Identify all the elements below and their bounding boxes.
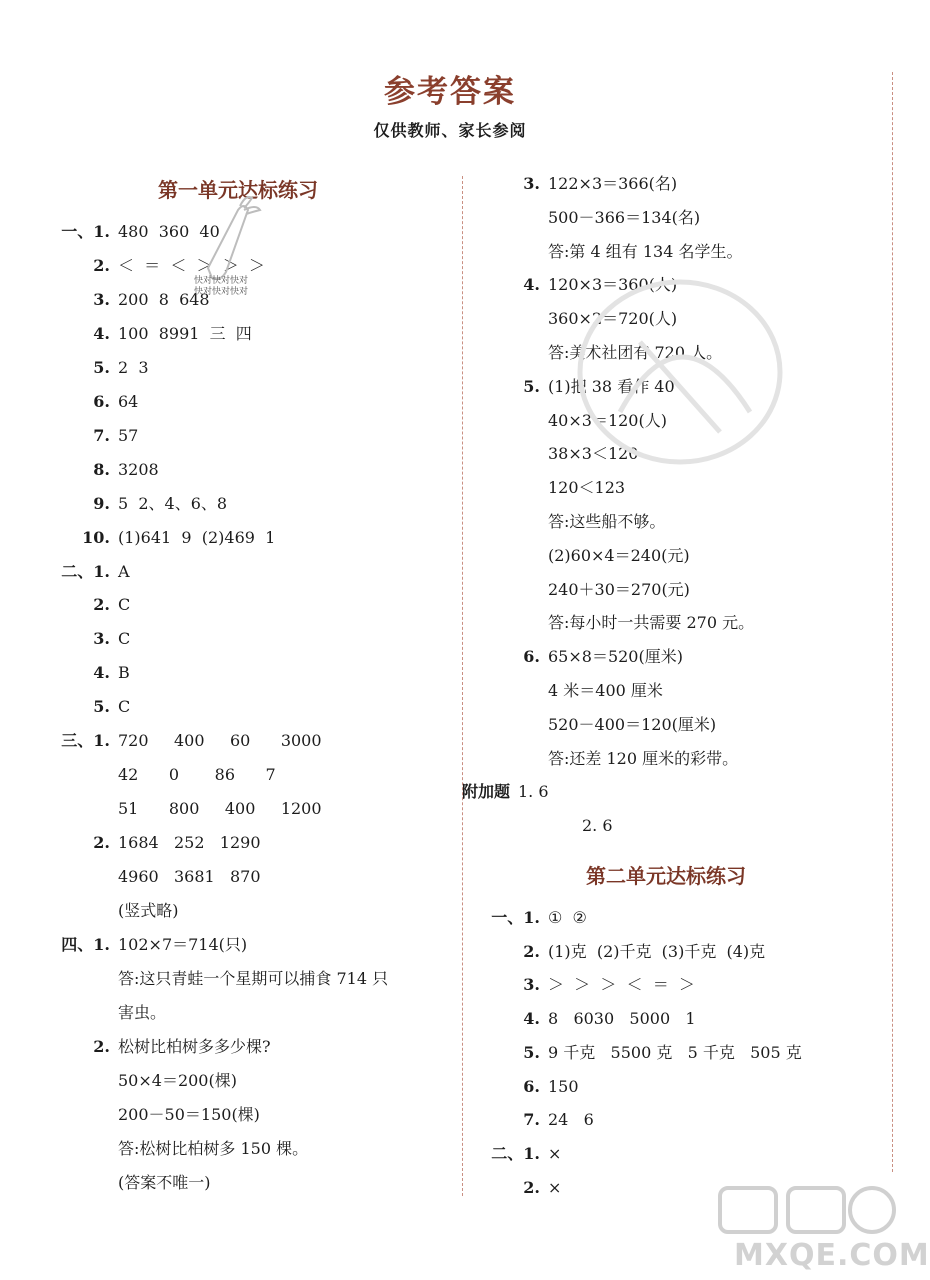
answer-text: 100 8991 三 四 [118, 323, 252, 343]
answer-text: (答案不唯一) [118, 1172, 211, 1192]
site-url-watermark: MXQE.COM [734, 1238, 930, 1273]
answer-text: C [118, 629, 131, 649]
answer-line [48, 426, 138, 446]
question-number: 一、1. [61, 222, 110, 241]
answer-line [466, 580, 690, 600]
answer-text: 8 6030 5000 1 [548, 1009, 696, 1029]
answer-text: C [118, 697, 131, 717]
answer-line [466, 749, 738, 769]
answer-line [48, 663, 130, 683]
answer-line [48, 697, 130, 717]
question-number: 四、1. [61, 934, 110, 954]
column-divider [462, 176, 463, 1196]
answer-line [48, 765, 276, 785]
answer-text: 答:美术社团有 720 人。 [548, 343, 723, 362]
answer-text: 64 [118, 391, 139, 411]
answer-line [48, 1071, 237, 1091]
answer-line [48, 1173, 211, 1193]
answer-text: 9 千克 5500 克 5 千克 505 克 [548, 1042, 802, 1062]
question-number: 9. [93, 493, 110, 513]
answer-line [466, 242, 742, 262]
answer-text: 65×8＝520(厘米) [548, 647, 683, 667]
answer-line [48, 799, 322, 819]
answer-line [48, 969, 388, 989]
answer-text: 答:这只青蛙一个星期可以捕食 714 只 [118, 968, 389, 988]
answer-line [466, 975, 695, 995]
answer-text: 2 3 [118, 357, 149, 377]
answer-text: 120×3＝360(人) [548, 275, 678, 295]
answer-text: A [118, 561, 130, 581]
answer-line [466, 1178, 561, 1198]
answer-line [48, 358, 149, 378]
answer-text: 24 6 [548, 1110, 594, 1130]
question-number: 7. [523, 1110, 540, 1130]
answer-line [48, 1037, 271, 1057]
answer-text: 1. 6 [518, 782, 549, 802]
question-number: 3. [523, 975, 540, 995]
question-number: 5. [523, 1042, 540, 1062]
answer-line [48, 494, 227, 514]
answer-text: 500－366＝134(名) [548, 207, 701, 227]
question-number: 3. [93, 629, 110, 649]
answer-text: 答:还差 120 厘米的彩带。 [548, 748, 739, 768]
answer-text: (1)克 (2)千克 (3)千克 (4)克 [548, 941, 766, 961]
answer-text: (1)641 9 (2)469 1 [118, 527, 276, 547]
answer-text: ① ② [548, 908, 587, 927]
question-number: 6. [523, 647, 540, 667]
answer-line [466, 174, 677, 194]
answer-text: 360×2＝720(人) [548, 309, 678, 329]
question-number: 8. [93, 459, 110, 479]
answer-text: 3208 [118, 459, 159, 479]
answer-text: 40×3＝120(人) [548, 410, 667, 430]
answer-text: 2. 6 [582, 816, 613, 836]
answer-text: 5 2、4、6、8 [118, 493, 228, 513]
answer-text: B [118, 663, 130, 683]
answer-line [466, 512, 665, 532]
answer-line [466, 1077, 579, 1097]
answer-text: ＜ ＝ ＜ ＞ ＞ ＞ [118, 255, 265, 275]
answer-line [436, 782, 549, 802]
question-number: 5. [93, 357, 110, 377]
question-number: 三、1. [61, 731, 110, 751]
answer-line [466, 647, 683, 667]
answer-text: 4 米＝400 厘米 [548, 681, 663, 700]
question-number: 4. [523, 1009, 540, 1029]
answer-line [48, 392, 138, 412]
unit1-title: 第一单元达标练习 [158, 178, 318, 202]
answer-line [466, 942, 765, 962]
question-number: 二、1. [61, 561, 110, 581]
answer-text: 480 360 40 [118, 222, 220, 241]
answer-line [48, 562, 130, 582]
answer-text: 122×3＝366(名) [548, 174, 678, 193]
answer-text: (1)把 38 看作 40 [548, 376, 675, 396]
answer-line [466, 613, 754, 633]
answer-line [48, 867, 261, 887]
question-number: 附加题 [461, 782, 510, 802]
answer-text: 答:松树比柏树多 150 棵。 [118, 1138, 309, 1158]
answer-text: 50×4＝200(棵) [118, 1070, 237, 1090]
answer-line [466, 681, 663, 701]
answer-text: 120＜123 [548, 478, 626, 498]
question-number: 6. [93, 391, 110, 411]
answer-text: 51 800 400 1200 [118, 799, 322, 819]
answer-text: 答:第 4 组有 134 名学生。 [548, 241, 743, 261]
answer-text: 松树比柏树多多少棵? [118, 1036, 271, 1056]
carrot-watermark-icon [186, 190, 266, 290]
answer-text: 1684 252 1290 [118, 833, 261, 853]
answer-line [48, 833, 261, 853]
question-number: 2. [523, 1177, 540, 1197]
page-edge-line [892, 72, 893, 1172]
question-number: 4. [93, 663, 110, 683]
answer-line [466, 1009, 696, 1029]
answer-line [466, 1043, 802, 1063]
answer-text: 102×7＝714(只) [118, 934, 248, 954]
answer-line [466, 208, 700, 228]
answer-line [48, 528, 275, 548]
answer-text: × [548, 1177, 562, 1197]
answer-line [48, 731, 322, 751]
answer-text: 害虫。 [118, 1002, 167, 1022]
answer-line [48, 935, 247, 955]
answer-line [466, 546, 690, 566]
question-number: 5. [93, 697, 110, 717]
answer-text: 答:每小时一共需要 270 元。 [548, 613, 755, 633]
question-number: 一、1. [491, 908, 540, 927]
question-number: 6. [523, 1076, 540, 1096]
answer-text: × [548, 1143, 562, 1163]
answer-line [466, 908, 587, 928]
answer-text: 150 [548, 1076, 579, 1096]
answer-line [466, 715, 716, 735]
question-number: 5. [523, 376, 540, 396]
question-number: 2. [523, 941, 540, 961]
answer-line [48, 901, 179, 921]
answer-line [48, 1003, 166, 1023]
answer-line [466, 1144, 561, 1164]
answer-line [48, 460, 159, 480]
answer-text: 57 [118, 425, 139, 445]
answer-text: (2)60×4＝240(元) [548, 545, 690, 565]
answer-text: 42 0 86 7 [118, 765, 276, 785]
question-number: 2. [93, 255, 110, 275]
answer-text: 200－50＝150(棵) [118, 1104, 260, 1124]
answer-line [48, 629, 130, 649]
question-number: 4. [93, 323, 110, 343]
answer-line [48, 290, 210, 310]
answer-line [48, 595, 130, 615]
answer-text: C [118, 595, 131, 615]
question-number: 7. [93, 425, 110, 445]
answer-line [466, 1110, 594, 1130]
question-number: 2. [93, 595, 110, 615]
question-number: 4. [523, 275, 540, 295]
answer-line [48, 324, 252, 344]
answer-text: 4960 3681 870 [118, 867, 261, 887]
question-number: 2. [93, 1036, 110, 1056]
answer-text: 38×3＜120 [548, 444, 639, 464]
watermark-stamp-text: 快对快对快对 快对快对快对 [194, 276, 249, 297]
question-number: 二、1. [491, 1143, 540, 1163]
answer-text: 240＋30＝270(元) [548, 579, 690, 599]
answer-text: (竖式略) [118, 901, 179, 920]
emblem-watermark-icon [560, 262, 800, 492]
answer-line [48, 1139, 308, 1159]
answer-text: 200 8 648 [118, 289, 210, 309]
question-number: 2. [93, 833, 110, 853]
page-title: 参考答案 [384, 74, 516, 110]
answer-text: ＞ ＞ ＞ ＜ ＝ ＞ [548, 975, 695, 995]
answer-line [500, 816, 613, 836]
unit2-title: 第二单元达标练习 [586, 864, 746, 888]
question-number: 10. [82, 527, 110, 547]
question-number: 3. [93, 289, 110, 309]
answer-text: 520－400＝120(厘米) [548, 714, 717, 734]
answer-text: 720 400 60 3000 [118, 731, 322, 751]
answer-line [48, 1105, 260, 1125]
page-subtitle: 仅供教师、家长参阅 [373, 121, 527, 140]
question-number: 3. [523, 174, 540, 193]
answer-text: 答:这些船不够。 [548, 512, 666, 531]
